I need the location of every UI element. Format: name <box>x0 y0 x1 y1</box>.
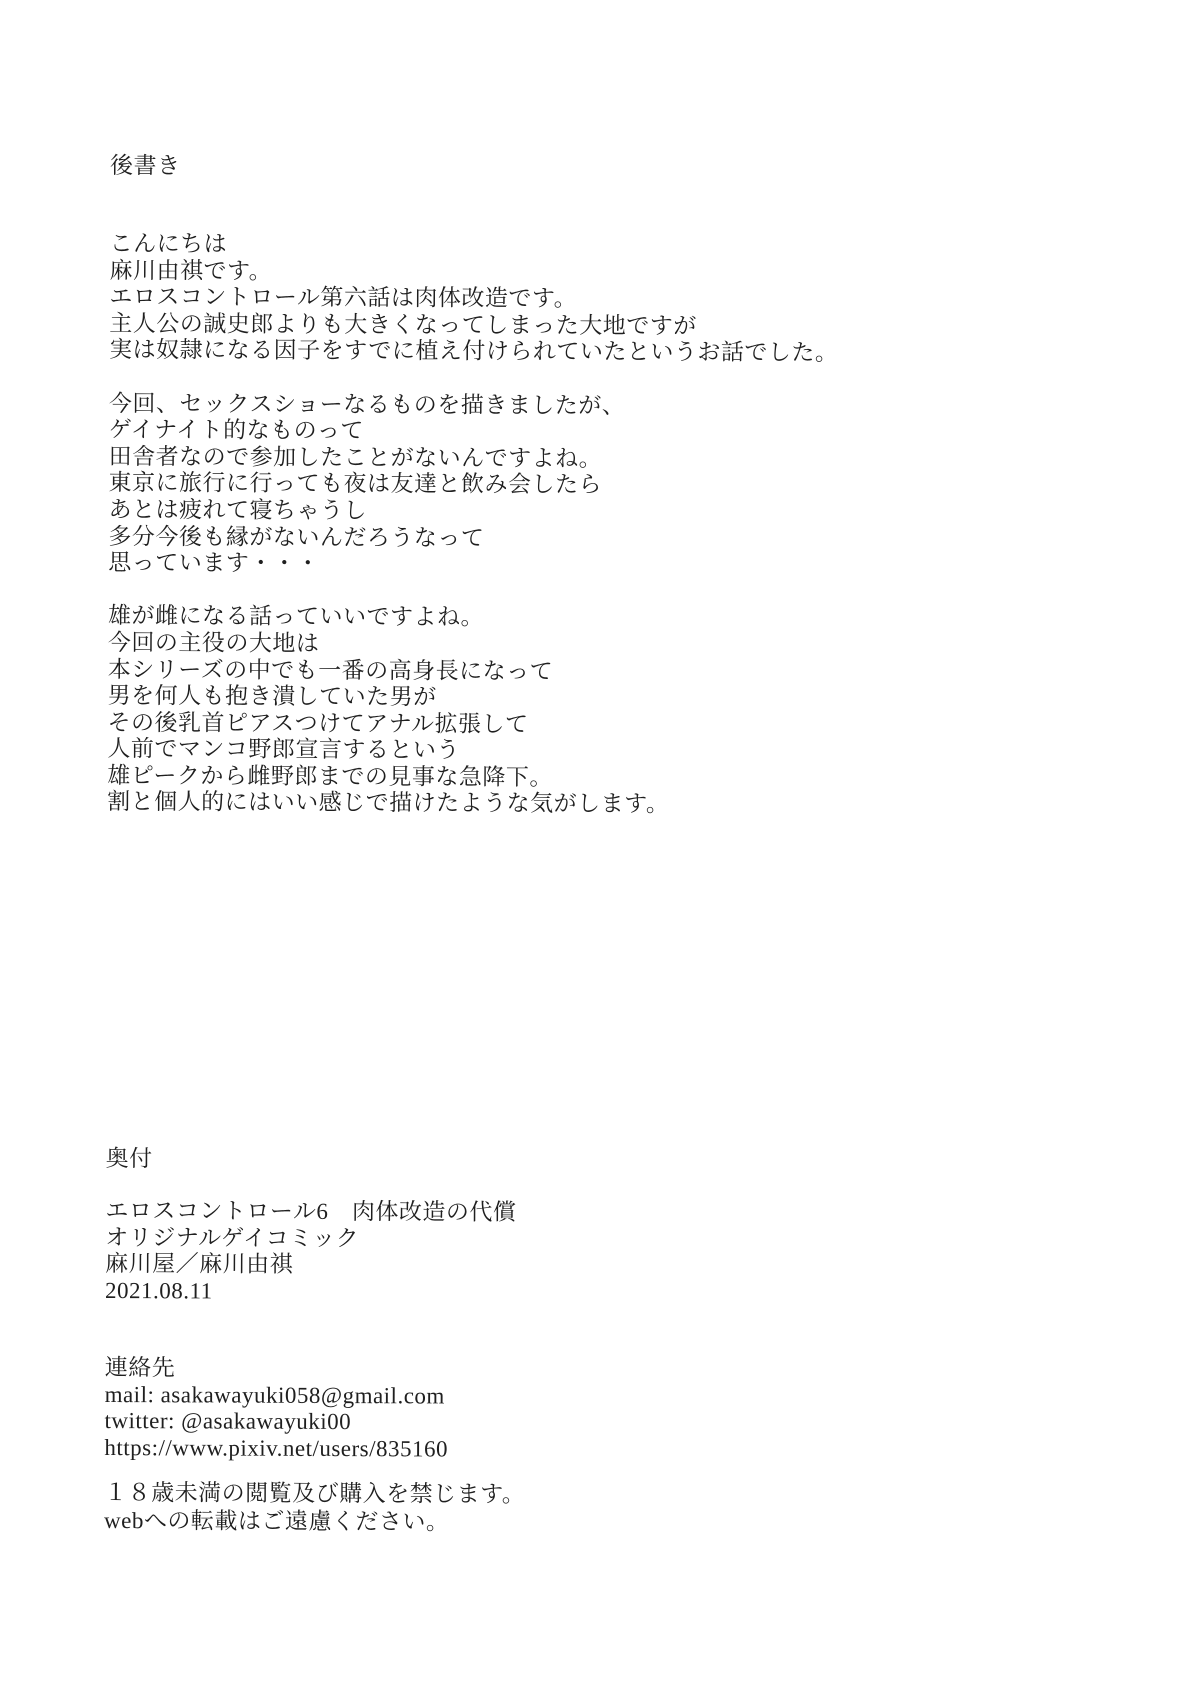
text-line: 思っています・・・ <box>108 550 320 577</box>
age-restriction-line: １８歳未満の閲覧及び購入を禁じます。 <box>104 1479 526 1507</box>
circle-author-line: 麻川屋／麻川由祺 <box>105 1251 294 1277</box>
afterword-heading: 後書き <box>109 153 181 179</box>
text-line: エロスコントロール第六話は肉体改造です。 <box>109 284 578 312</box>
text-line: ゲイナイト的なものって <box>108 417 364 444</box>
pixiv-url-line: https://www.pixiv.net/users/835160 <box>104 1434 449 1462</box>
contact-heading: 連絡先 <box>104 1354 176 1381</box>
text-line: 実は奴隷になる因子をすでに植え付けられていたというお話でした。 <box>109 337 839 366</box>
afterword-paragraph-2 <box>108 391 838 580</box>
text-line: こんにちは <box>109 230 228 257</box>
text-line: 主人公の誠史郎よりも大きくなってしまった大地ですが <box>109 310 697 339</box>
text-line: 男を何人も抱き潰していた男が <box>107 683 437 710</box>
afterword-section <box>110 153 181 180</box>
text-line: 東京に旅行に行っても夜は友達と飲み会したら <box>108 470 603 498</box>
text-line: あとは疲れて寝ちゃうし <box>108 496 368 524</box>
text-line: 今回の主役の大地は <box>107 629 320 656</box>
colophon-heading: 奥付 <box>105 1145 153 1172</box>
text-line: 本シリーズの中でも一番の高身長になって <box>107 656 554 684</box>
text-line: その後乳首ピアスつけてアナル拡張して <box>107 709 529 737</box>
colophon-info <box>105 1198 517 1306</box>
text-line: 麻川由祺です。 <box>109 257 273 284</box>
afterword-paragraph-1 <box>109 231 839 367</box>
genre-line: オリジナルゲイコミック <box>105 1224 360 1251</box>
text-line: 雄ピークから雌野郎までの見事な急降下。 <box>107 762 553 790</box>
text-line: 雄が雌になる話っていいですよね。 <box>107 603 485 630</box>
text-line: 今回、セックスショーなるものを描きましたが、 <box>108 390 626 418</box>
twitter-line: twitter: @asakawayuki00 <box>104 1408 352 1435</box>
colophon-section <box>106 1146 153 1173</box>
mail-line: mail: asakawayuki058@gmail.com <box>104 1381 445 1409</box>
no-repost-line: webへの転載はご遠慮ください。 <box>104 1507 450 1535</box>
text-line: 人前でマンコ野郎宣言するという <box>107 736 460 763</box>
work-title-line: エロスコントロール6 肉体改造の代償 <box>105 1197 517 1225</box>
text-line: 多分今後も縁がないんだろうなって <box>108 523 485 551</box>
contact-block <box>104 1355 448 1463</box>
date-line: 2021.08.11 <box>105 1277 213 1304</box>
text-line: 田舎者なので参加したことがないんですよね。 <box>108 443 603 471</box>
text-line: 割と個人的にはいい感じで描けたような気がします。 <box>107 789 670 817</box>
afterword-paragraph-3 <box>107 603 837 819</box>
afterword-body <box>107 231 839 819</box>
notice-block <box>104 1479 525 1537</box>
